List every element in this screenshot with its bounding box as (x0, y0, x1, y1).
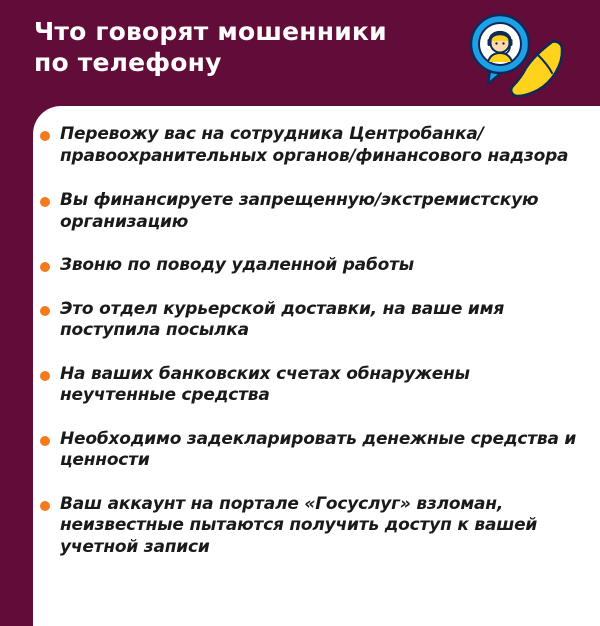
operator-phone-icon (466, 10, 566, 102)
list-item-text: Это отдел курьерской доставки, на ваше имя поступила посылка (60, 298, 505, 340)
bullet-icon (40, 262, 50, 272)
bullet-icon (40, 306, 50, 316)
list-item-text: Необходимо задекларировать денежные средства и ценности (60, 428, 577, 470)
bullet-icon (40, 436, 50, 446)
list-item-text: Звоню по поводу удаленной работы (60, 255, 414, 275)
list-item-text: Вы финансируете запрещенную/экстремистскую организацию (60, 190, 539, 232)
page-title-line-2: по телефону (34, 48, 222, 77)
list-item (40, 429, 585, 472)
list-item-text: Перевожу вас на сотрудника Центробанка/ правоохранительных органов/финансового надзора (60, 124, 569, 166)
list-item-text: Ваш аккаунт на портале «Госуслуг» взломан, неизвестные пытаются получить доступ к вашей учетной записи (60, 493, 538, 557)
list-item (40, 190, 585, 233)
list-item (40, 494, 585, 559)
list-item (40, 364, 585, 407)
list-item (40, 299, 585, 342)
list-item (40, 255, 585, 277)
bullet-icon (40, 131, 50, 141)
phrase-list (40, 124, 585, 558)
bullet-icon (40, 501, 50, 511)
bullet-icon (40, 371, 50, 381)
page-title-line-1: Что говорят мошенники (34, 17, 387, 46)
list-item-text: На ваших банковских счетах обнаружены неучтенные средства (60, 363, 470, 405)
page-title (34, 16, 454, 78)
bullet-icon (40, 197, 50, 207)
list-item (40, 124, 585, 167)
